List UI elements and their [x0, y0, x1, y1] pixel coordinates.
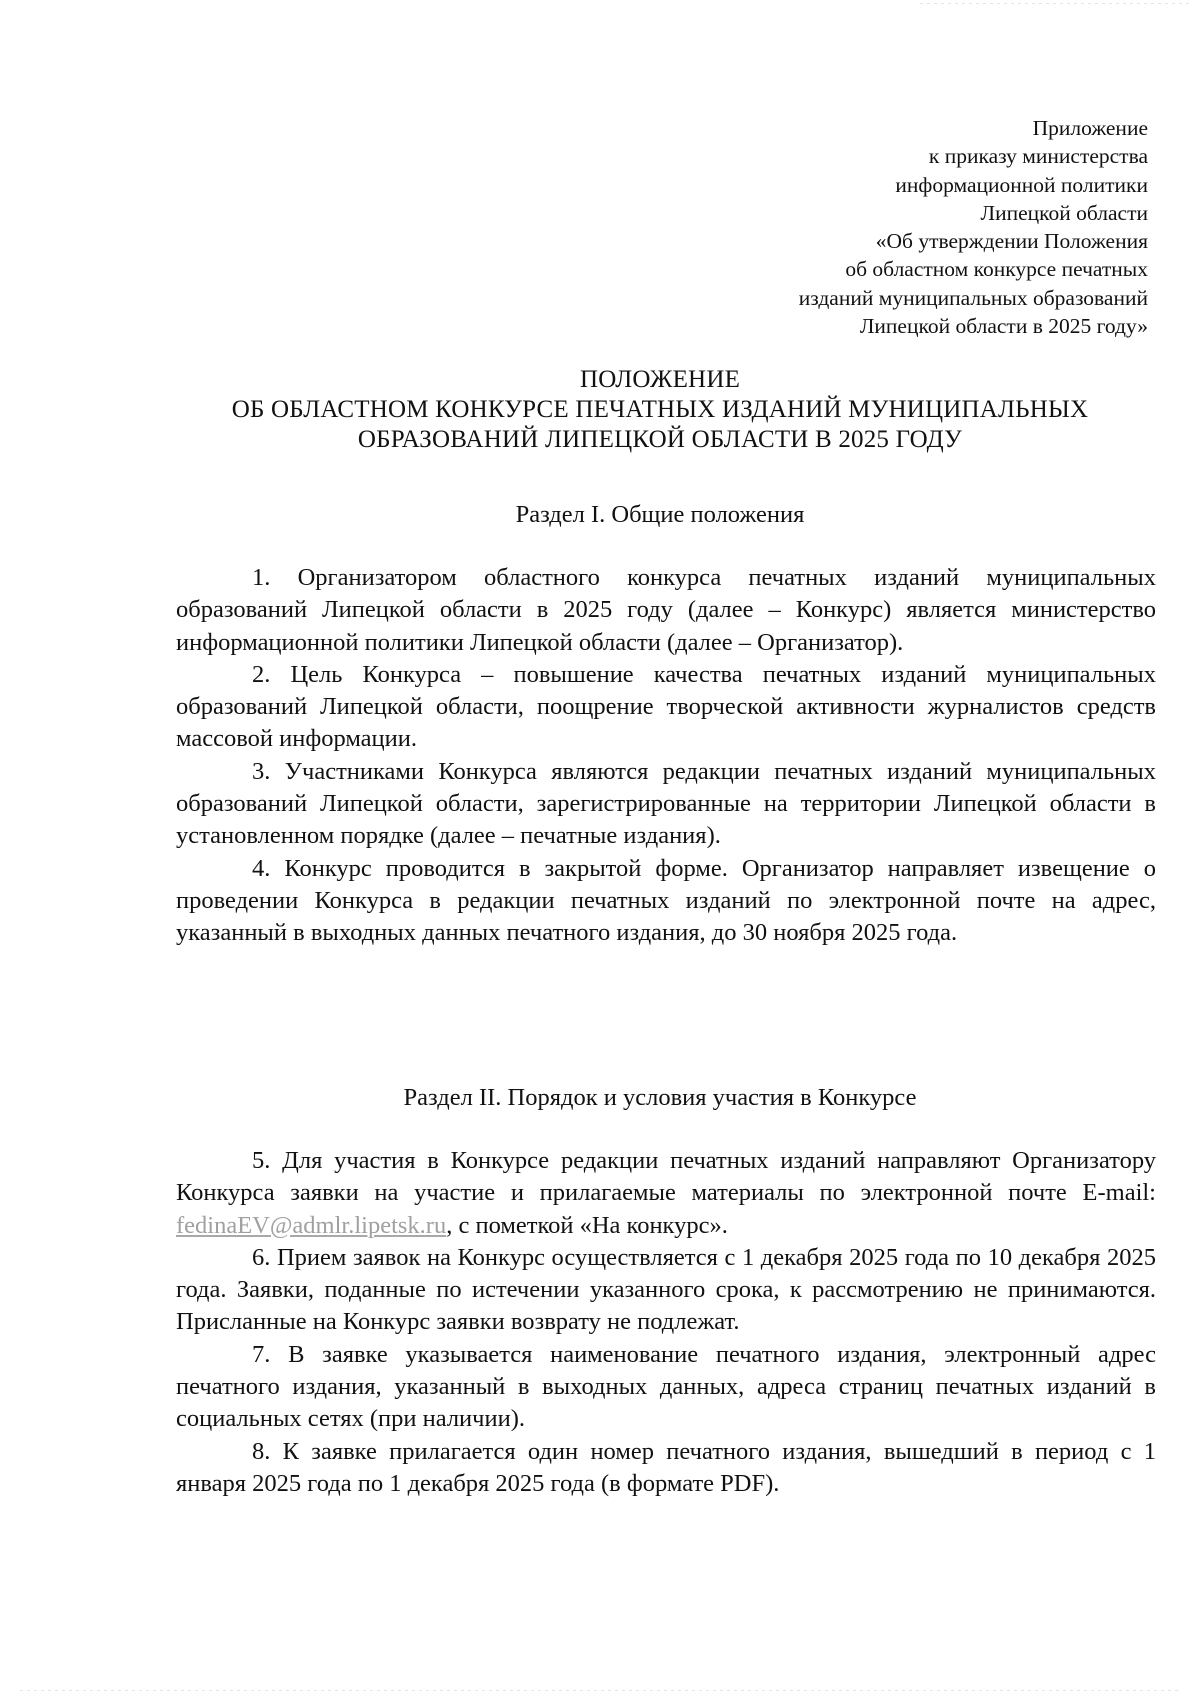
approval-line: к приказу министерства — [928, 144, 1148, 169]
section-1-body — [176, 562, 1156, 950]
paragraph-1: 1. Организатором областного конкурса печатных изданий муниципальных образований Липецкой области в 2025 году (далее – Конкурс) является министерство информационной политики Липецкой области (далее – Организатор). — [176, 564, 1156, 656]
scan-artifact-top — [920, 3, 1192, 4]
paragraph-6: 6. Прием заявок на Конкурс осуществляется с 1 декабря 2025 года по 10 декабря 2025 года. Заявки, поданные по истечении указанного срока, к рассмотрению не принимаются. Присланные на Конкурс заявки возврату не подлежат. — [176, 1243, 1156, 1336]
approval-line: изданий муниципальных образований — [798, 285, 1148, 310]
paragraph-7: 7. В заявке указывается наименование печатного издания, электронный адрес печатного издания, указанный в выходных данных, адреса страниц печатных изданий в социальных сетях (при наличии). — [176, 1340, 1156, 1433]
section-1-heading: Раздел I. Общие положения — [515, 501, 805, 528]
paragraph-3: 3. Участниками Конкурса являются редакции печатных изданий муниципальных образований Липецкой области, зарегистрированные на территории Липецкой области в установленном порядке (далее – печатные издания). — [176, 757, 1156, 850]
email-link[interactable]: fedinaEV@admlr.lipetsk.ru — [176, 1211, 447, 1239]
scan-artifact-bottom — [20, 1690, 1180, 1691]
approval-line: об областном конкурсе печатных — [845, 257, 1148, 282]
paragraph-2: 2. Цель Конкурса – повышение качества печатных изданий муниципальных образований Липецкой области, поощрение творческой активности журналистов средств массовой информации. — [176, 660, 1156, 753]
approval-block — [548, 114, 1148, 340]
document-title — [160, 365, 1160, 455]
approval-line: Липецкой области — [980, 200, 1148, 225]
paragraph-4: 4. Конкурс проводится в закрытой форме. Организатор направляет извещение о проведении Конкурса в редакции печатных изданий по электронной почте на адрес, указанный в выходных данных печатного издания, до 30 ноября 2025 года. — [176, 854, 1156, 947]
paragraph-5-text: 5. Для участия в Конкурсе редакции печатных изданий направляют Организатору Конкурса заявки на участие и прилагаемые материалы по электронной почте E-mail: — [176, 1147, 1156, 1207]
paragraph-5-tail: , с пометкой «На конкурс». — [446, 1211, 728, 1239]
approval-line: Приложение — [1032, 116, 1148, 140]
title-line: ПОЛОЖЕНИЕ — [579, 366, 741, 393]
approval-line: информационной политики — [895, 172, 1148, 197]
approval-line: Липецкой области в 2025 году» — [859, 314, 1148, 339]
paragraph-8: 8. К заявке прилагается один номер печатного издания, вышедший в период с 1 января 2025 года по 1 декабря 2025 года (в формате PDF). — [176, 1437, 1156, 1497]
section-2-body — [176, 1145, 1156, 1500]
section-2-heading: Раздел II. Порядок и условия участия в Конкурсе — [403, 1084, 917, 1111]
paragraph-5 — [176, 1145, 1156, 1242]
title-line: ОБРАЗОВАНИЙ ЛИПЕЦКОЙ ОБЛАСТИ В 2025 ГОДУ — [357, 426, 963, 453]
title-line: ОБ ОБЛАСТНОМ КОНКУРСЕ ПЕЧАТНЫХ ИЗДАНИЙ МУНИЦИПАЛЬНЫХ — [231, 396, 1089, 423]
approval-line: «Об утверждении Положения — [875, 229, 1148, 254]
